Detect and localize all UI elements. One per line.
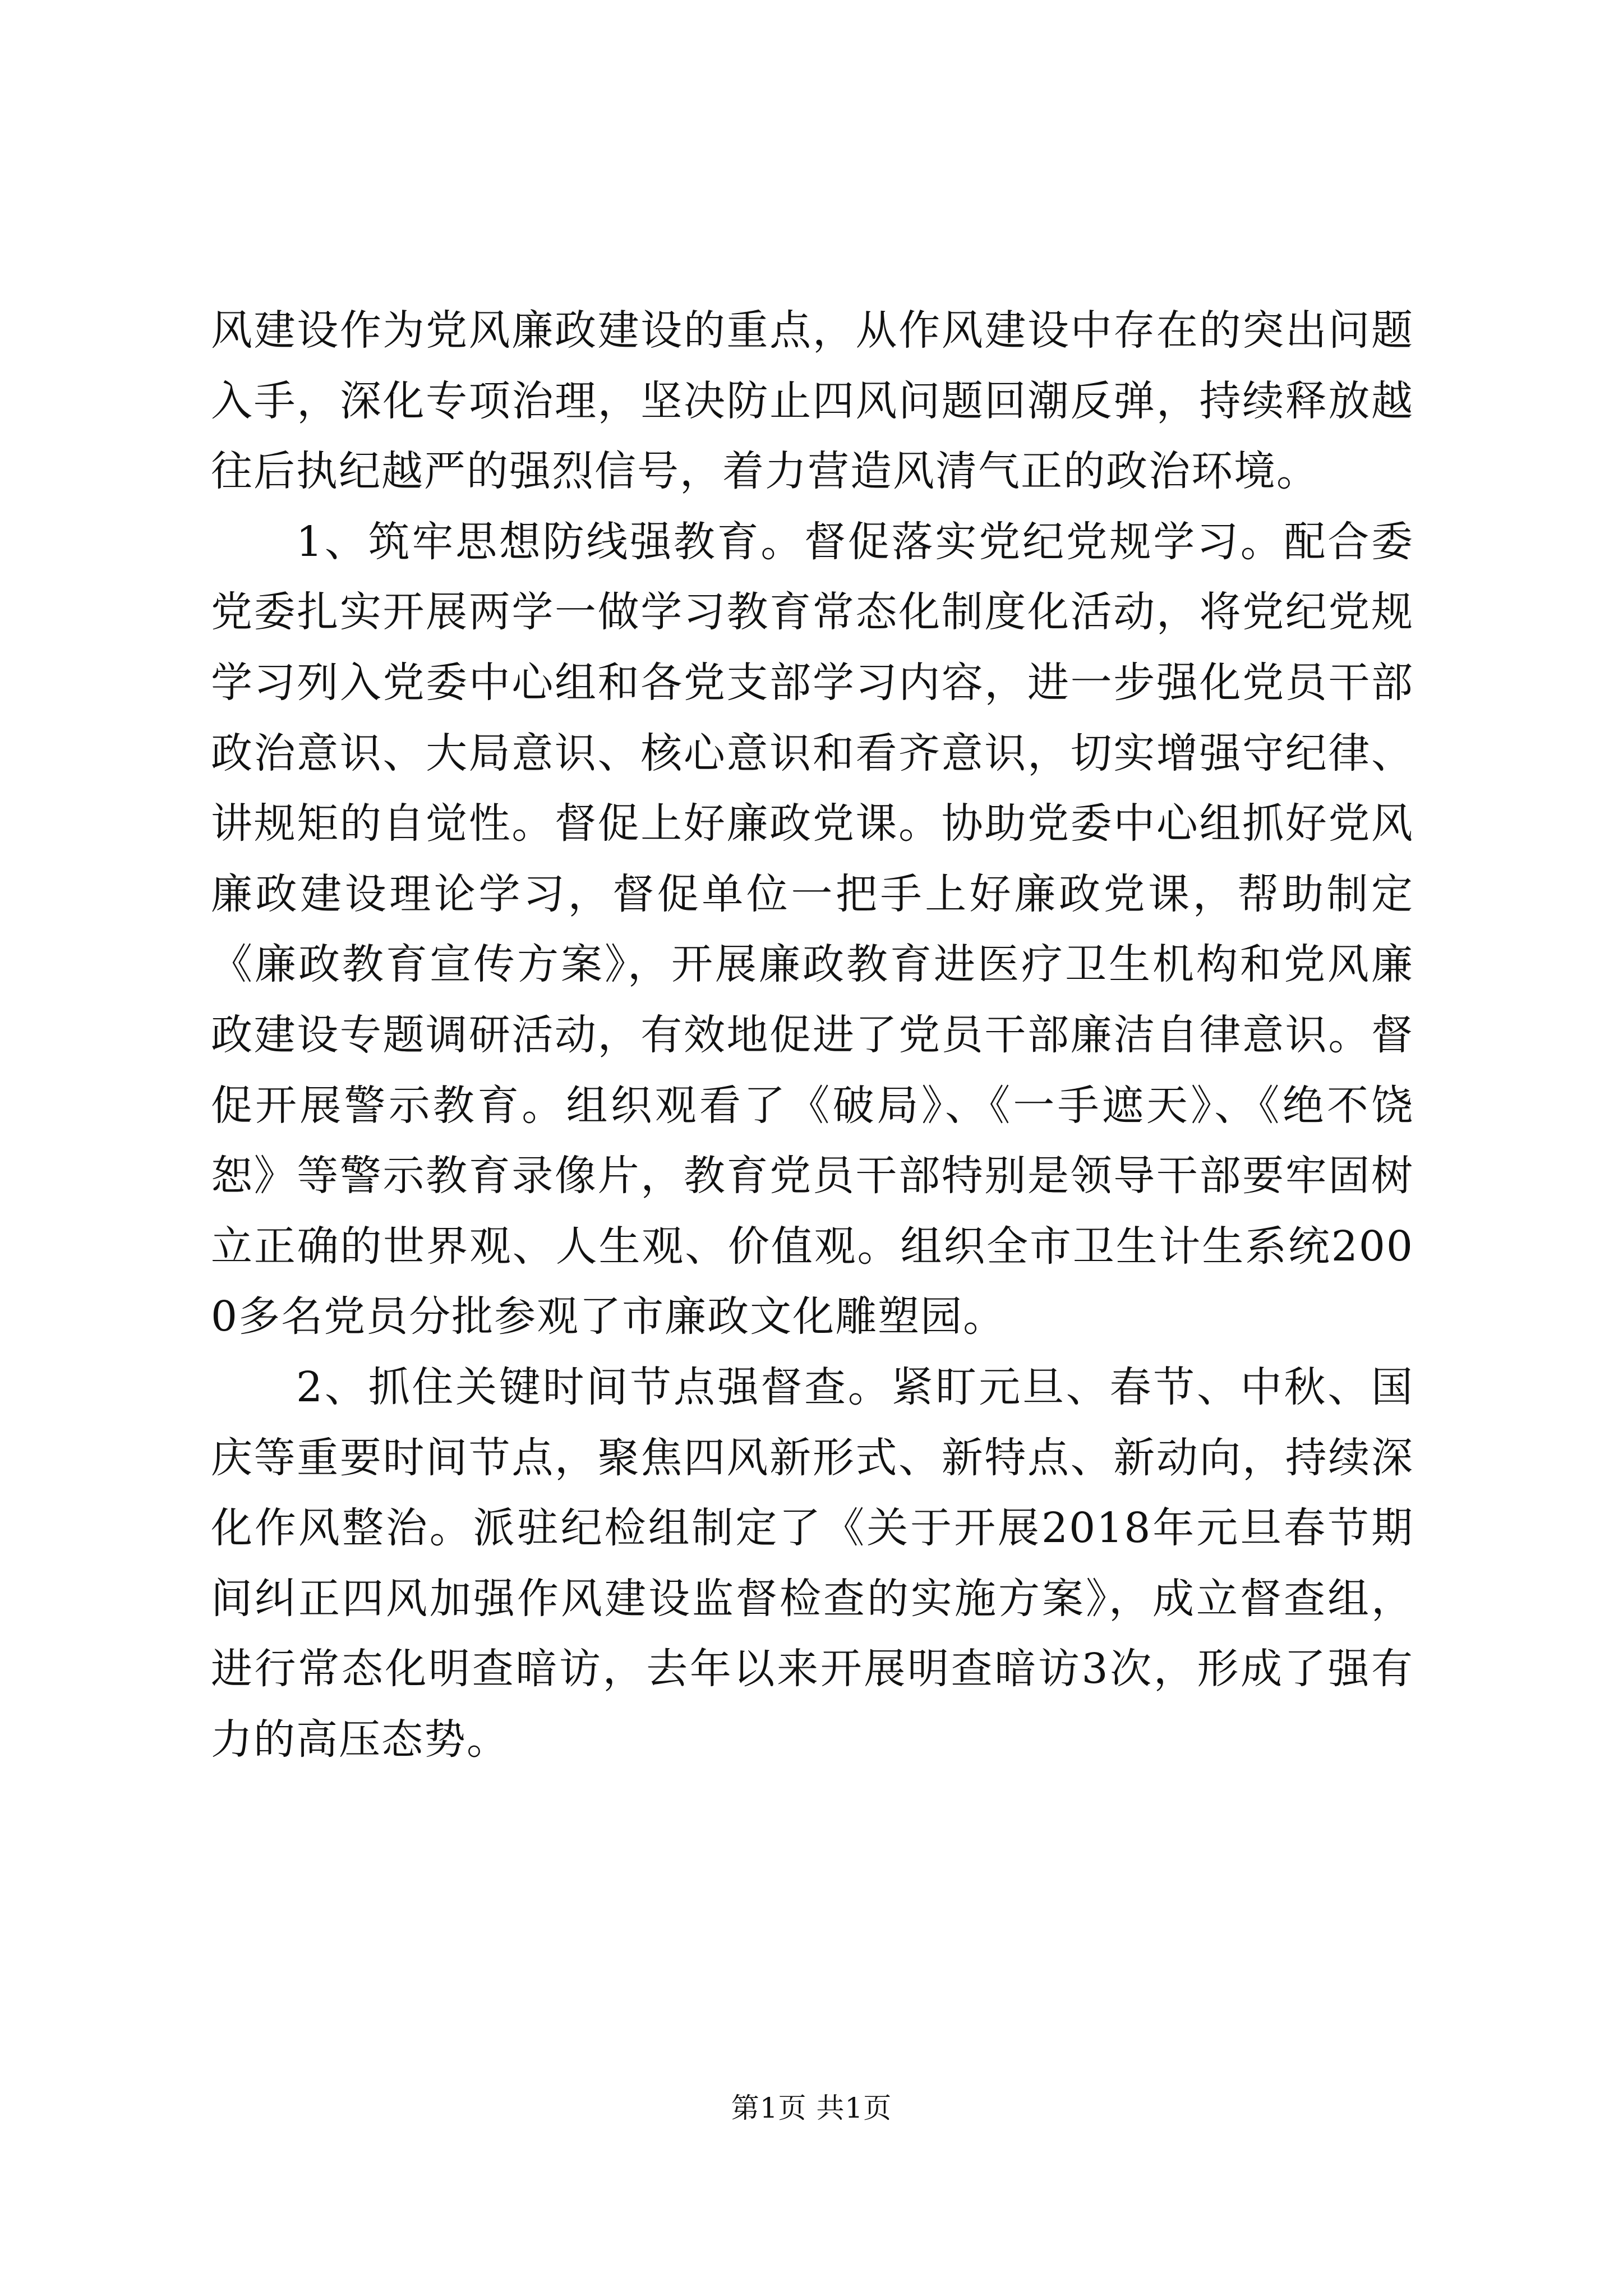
paragraph-continuation: 风建设作为党风廉政建设的重点，从作风建设中存在的突出问题入手，深化专项治理，坚决防止四风问题回潮反弹，持续释放越往后执纪越严的强烈信号，着力营造风清气正的政治环境。 xyxy=(211,306,1414,496)
document-body xyxy=(211,296,1414,1775)
page-number-footer: 第1页 共1页 xyxy=(731,2092,892,2124)
paragraph-supervision: 2、抓住关键时间节点强督查。紧盯元旦、春节、中秋、国庆等重要时间节点，聚焦四风新形式、新特点、新动向，持续深化作风整治。派驻纪检组制定了《关于开展2018年元旦春节期间纠正四风加强作风建设监督检查的实施方案》，成立督查组，进行常态化明查暗访，去年以来开展明查暗访3次，形成了强有力的高压态势。 xyxy=(211,1363,1414,1764)
paragraph-education: 1、筑牢思想防线强教育。督促落实党纪党规学习。配合委党委扎实开展两学一做学习教育常态化制度化活动，将党纪党规学习列入党委中心组和各党支部学习内容，进一步强化党员干部政治意识、大局意识、核心意识和看齐意识，切实增强守纪律、讲规矩的自觉性。督促上好廉政党课。协助党委中心组抓好党风廉政建设理论学习，督促单位一把手上好廉政党课，帮助制定《廉政教育宣传方案》，开展廉政教育进医疗卫生机构和党风廉政建设专题调研活动，有效地促进了党员干部廉洁自律意识。督促开展警示教育。组织观看了《破局》、《一手遮天》、《绝不饶恕》等警示教育录像片，教育党员干部特别是领导干部要牢固树立正确的世界观、人生观、价值观。组织全市卫生计生系统2000多名党员分批参观了市廉政文化雕塑园。 xyxy=(211,517,1414,1341)
